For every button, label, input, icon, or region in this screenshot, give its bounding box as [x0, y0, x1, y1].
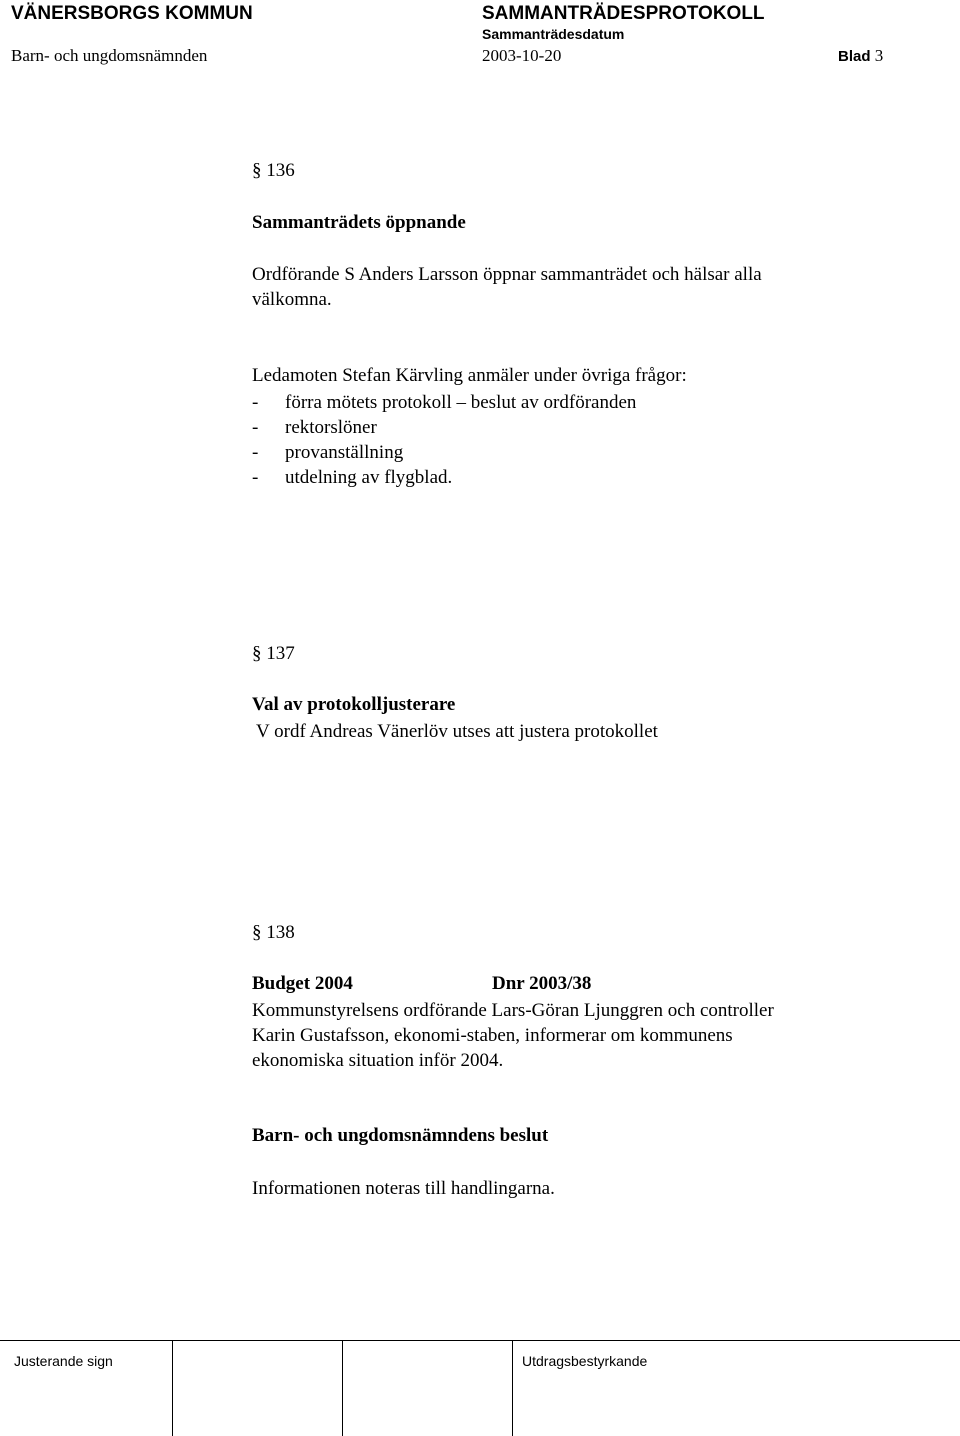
footer-column-divider — [342, 1340, 343, 1436]
justerande-sign-label: Justerande sign — [14, 1353, 113, 1369]
section-136-intro: Ledamoten Stefan Kärvling anmäler under övriga frågor: — [252, 365, 687, 386]
list-item: - förra mötets protokoll – beslut av ordföranden — [252, 392, 637, 413]
decision-text: Informationen noteras till handlingarna. — [252, 1178, 555, 1199]
list-item-text: förra mötets protokoll – beslut av ordföranden — [285, 392, 637, 413]
board-name: Barn- och ungdomsnämnden — [11, 46, 208, 65]
page-indicator — [838, 46, 883, 66]
list-item: - rektorslöner — [252, 417, 377, 438]
list-item: - provanställning — [252, 442, 404, 463]
footer-divider — [0, 1340, 960, 1341]
section-137-title: Val av protokolljusterare — [252, 694, 456, 715]
section-138-paragraph: § 138 — [252, 922, 295, 943]
section-138-text-line-2: Karin Gustafsson, ekonomi-staben, informerar om kommunens — [252, 1025, 733, 1046]
document-type: SAMMANTRÄDESPROTOKOLL — [482, 3, 765, 24]
decision-title: Barn- och ungdomsnämndens beslut — [252, 1125, 549, 1146]
section-136-text-line-2: välkomna. — [252, 289, 332, 310]
section-138-title: Budget 2004 — [252, 973, 353, 994]
footer-column-divider — [512, 1340, 513, 1436]
page-number: 3 — [874, 46, 884, 65]
footer-column-divider — [172, 1340, 173, 1436]
utdragsbestyrkande-label: Utdragsbestyrkande — [522, 1353, 648, 1369]
list-item-text: rektorslöner — [285, 417, 377, 438]
section-136-title: Sammanträdets öppnande — [252, 212, 466, 233]
list-item-text: provanställning — [285, 442, 404, 463]
organization-name: VÄNERSBORGS KOMMUN — [11, 3, 253, 24]
section-138-text-line-3: ekonomiska situation inför 2004. — [252, 1050, 504, 1071]
meeting-date-label: Sammanträdesdatum — [482, 26, 625, 42]
list-item: - utdelning av flygblad. — [252, 467, 453, 488]
section-137-text: V ordf Andreas Vänerlöv utses att justera protokollet — [256, 721, 658, 742]
section-137-paragraph: § 137 — [252, 643, 295, 664]
section-138-dnr: Dnr 2003/38 — [492, 973, 592, 994]
section-136-paragraph: § 136 — [252, 160, 295, 181]
meeting-date: 2003-10-20 — [482, 46, 562, 65]
list-item-text: utdelning av flygblad. — [285, 467, 453, 488]
page-label: Blad — [838, 48, 871, 65]
section-136-text-line-1: Ordförande S Anders Larsson öppnar sammanträdet och hälsar alla — [252, 264, 762, 285]
section-138-text-line-1: Kommunstyrelsens ordförande Lars-Göran Ljunggren och controller — [252, 1000, 774, 1021]
